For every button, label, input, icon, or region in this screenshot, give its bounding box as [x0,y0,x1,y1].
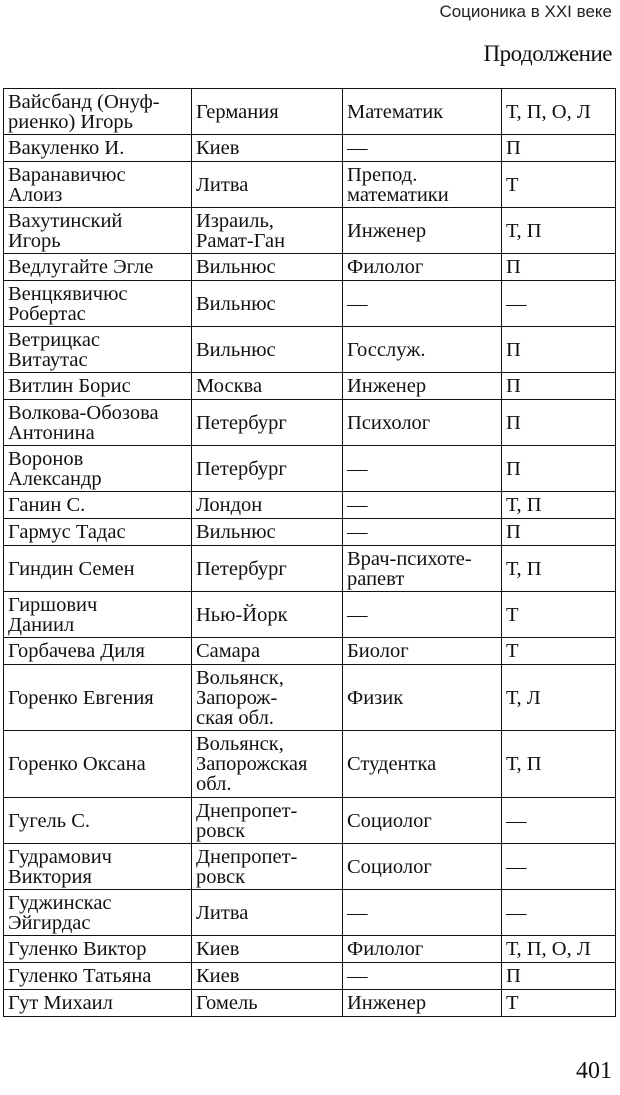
cell-text-line: П [506,965,521,987]
cell-text-line: Венцкявичюс [8,282,128,305]
cell-text-line: Т, П, О, Л [506,100,591,123]
cell-text-line: Физик [347,686,404,709]
cell-type [502,592,616,638]
cell-type [502,135,616,162]
cell-text-line: Алоиз [8,183,63,206]
cell-text-line: Госслуж. [347,338,426,361]
cell-text-line: рапевт [347,567,405,590]
cell-type [502,936,616,963]
cell-text-line: Т, П [506,219,542,242]
cell-location [192,519,343,546]
cell-text-line: — [506,809,527,832]
cell-name [4,373,192,400]
cell-text-line: математики [347,183,449,206]
cell-text-line: Ганин С. [8,494,86,516]
cell-type [502,890,616,936]
cell-text-line: Гуджинскас [8,891,112,914]
cell-text-line: Запорожская [196,753,308,775]
cell-text-line: П [506,411,521,434]
cell-text-line: Математик [347,100,444,123]
cell-profession [343,798,502,844]
cell-text-line: Виктория [8,865,92,888]
cell-text-line: Эйгирдас [8,911,91,934]
cell-text-line: Израиль, [196,209,274,232]
cell-name [4,731,192,798]
cell-profession [343,162,502,208]
cell-location [192,963,343,990]
cell-location [192,327,343,373]
cell-text-line: Литва [196,901,249,924]
cell-name [4,492,192,519]
cell-type [502,798,616,844]
cell-location [192,890,343,936]
cell-text-line: Т, Л [506,686,541,709]
table-row [4,665,616,731]
cell-text-line: Витлин Борис [8,375,131,397]
cell-profession [343,373,502,400]
cell-name [4,890,192,936]
cell-text-line: Врач-психоте- [347,547,472,570]
cell-text-line: Филолог [347,938,424,960]
cell-name [4,963,192,990]
cell-text-line: П [506,521,521,543]
table-row [4,638,616,665]
cell-text-line: ровск [196,865,246,888]
cell-profession [343,990,502,1017]
cell-name [4,665,192,731]
cell-type [502,208,616,254]
cell-text-line: Витаутас [8,348,88,371]
cell-text-line: Препод. [347,163,418,186]
cell-text-line: П [506,338,521,361]
cell-type [502,844,616,890]
cell-text-line: Т, П [506,557,542,580]
cell-text-line: Инженер [347,375,427,397]
cell-location [192,373,343,400]
cell-text-line: Гугель С. [8,809,91,832]
cell-text-line: Инженер [347,992,427,1014]
table-row [4,162,616,208]
table-row [4,519,616,546]
cell-text-line: — [347,457,368,480]
cell-type [502,373,616,400]
cell-profession [343,135,502,162]
cell-type [502,638,616,665]
cell-type [502,400,616,446]
cell-location [192,990,343,1017]
cell-text-line: Филолог [347,256,424,278]
cell-profession [343,446,502,492]
cell-text-line: Гомель [196,992,258,1014]
cell-text-line: П [506,137,521,159]
cell-text-line: Ветрицкас [8,328,101,351]
cell-name [4,990,192,1017]
cell-text-line: Игорь [8,229,61,252]
cell-text-line: Днепропет- [196,799,298,822]
cell-text-line: Горенко Оксана [8,753,146,775]
cell-location [192,281,343,327]
cell-text-line: — [347,292,368,315]
cell-location [192,208,343,254]
cell-profession [343,963,502,990]
cell-text-line: Биолог [347,640,409,662]
cell-text-line: Днепропет- [196,845,298,868]
cell-text-line: Литва [196,173,249,196]
cell-location [192,492,343,519]
cell-profession [343,254,502,281]
cell-text-line: Гуленко Виктор [8,938,147,960]
cell-location [192,936,343,963]
running-header-title: Соционика в XXI веке [439,2,612,21]
cell-name [4,638,192,665]
cell-text-line: Т [506,992,519,1014]
cell-text-line: Т, П [506,494,542,516]
cell-type [502,281,616,327]
cell-location [192,89,343,135]
cell-text-line: Германия [196,100,279,123]
cell-text-line: Гудрамович [8,845,112,868]
cell-text-line: Александр [8,467,102,490]
cell-profession [343,665,502,731]
cell-text-line: — [347,901,368,924]
cell-text-line: Нью-Йорк [196,603,288,626]
cell-profession [343,492,502,519]
cell-location [192,446,343,492]
cell-name [4,936,192,963]
cell-text-line: Т [506,640,519,662]
cell-profession [343,546,502,592]
cell-text-line: Т, П [506,753,542,775]
cell-text-line: Вахутинский [8,209,123,232]
cell-name [4,281,192,327]
cell-text-line: П [506,375,521,397]
cell-text-line: — [347,965,368,987]
table-row [4,936,616,963]
cell-profession [343,327,502,373]
cell-text-line: Гут Михаил [8,992,113,1014]
cell-profession [343,89,502,135]
cell-profession [343,890,502,936]
cell-text-line: Киев [196,965,240,987]
cell-name [4,135,192,162]
cell-profession [343,844,502,890]
table-row [4,400,616,446]
cell-name [4,546,192,592]
cell-location [192,798,343,844]
cell-profession [343,936,502,963]
cell-name [4,446,192,492]
cell-profession [343,281,502,327]
persons-table-body [4,89,616,1017]
table-row [4,844,616,890]
cell-text-line: П [506,256,521,278]
cell-profession [343,208,502,254]
cell-text-line: Вильнюс [196,338,276,361]
continuation-label: Продолжение [483,41,612,66]
cell-text-line: Москва [196,375,263,397]
page-number: 401 [576,1058,612,1084]
cell-text-line: Ведлугайте Эгле [8,256,154,278]
cell-type [502,665,616,731]
table-row [4,135,616,162]
cell-text-line: Горбачева Диля [8,640,145,662]
cell-profession [343,400,502,446]
cell-text-line: Вильнюс [196,292,276,315]
cell-name [4,327,192,373]
cell-text-line: Инженер [347,219,427,242]
table-row [4,254,616,281]
cell-text-line: Гиршович [8,593,98,616]
cell-text-line: Киев [196,938,240,960]
cell-text-line: — [347,494,368,516]
cell-text-line: — [506,901,527,924]
cell-text-line: Антонина [8,421,95,444]
cell-name [4,798,192,844]
cell-location [192,135,343,162]
cell-text-line: Вакуленко И. [8,137,125,159]
table-row [4,890,616,936]
cell-location [192,731,343,798]
cell-text-line: Даниил [8,613,75,636]
cell-text-line: Гиндин Семен [8,557,135,580]
cell-name [4,592,192,638]
cell-text-line: Воронов [8,447,84,470]
cell-text-line: Запорож- [196,686,278,709]
cell-text-line: Петербург [196,557,287,580]
cell-name [4,208,192,254]
cell-type [502,963,616,990]
cell-name [4,844,192,890]
cell-text-line: Социолог [347,855,432,878]
cell-text-line: Рамат-Ган [196,229,286,252]
cell-text-line: Т [506,173,519,196]
cell-text-line: Вольянск, [196,733,284,755]
cell-text-line: Лондон [196,494,263,516]
cell-type [502,254,616,281]
table-row [4,373,616,400]
table-row [4,731,616,798]
table-row [4,963,616,990]
cell-text-line: Горенко Евгения [8,686,154,709]
table-row [4,546,616,592]
cell-type [502,546,616,592]
cell-text-line: П [506,457,521,480]
table-row [4,327,616,373]
table-row [4,89,616,135]
cell-text-line: Гуленко Татьяна [8,965,152,987]
cell-text-line: Вильнюс [196,256,276,278]
cell-name [4,400,192,446]
cell-text-line: Студентка [347,753,437,775]
cell-text-line: — [347,603,368,626]
cell-type [502,492,616,519]
cell-type [502,162,616,208]
cell-name [4,519,192,546]
cell-location [192,592,343,638]
cell-type [502,89,616,135]
persons-table [3,88,616,1017]
table-row [4,592,616,638]
cell-name [4,254,192,281]
cell-location [192,254,343,281]
cell-location [192,665,343,731]
cell-type [502,327,616,373]
cell-text-line: Вольянск, [196,666,284,689]
cell-text-line: Петербург [196,411,287,434]
cell-text-line: Т [506,603,519,626]
cell-text-line: Варанавичюс [8,163,126,186]
cell-location [192,546,343,592]
cell-type [502,990,616,1017]
cell-text-line: Петербург [196,457,287,480]
cell-text-line: обл. [196,773,232,795]
cell-text-line: — [347,137,368,159]
cell-text-line: Т, П, О, Л [506,938,591,960]
cell-text-line: — [506,292,527,315]
cell-location [192,162,343,208]
table-row [4,492,616,519]
cell-text-line: Самара [196,640,261,662]
cell-name [4,162,192,208]
table-row [4,208,616,254]
table-row [4,798,616,844]
cell-text-line: Психолог [347,411,431,434]
table-row [4,281,616,327]
cell-type [502,519,616,546]
cell-name [4,89,192,135]
cell-location [192,844,343,890]
cell-type [502,731,616,798]
cell-text-line: Робертас [8,302,86,325]
cell-text-line: риенко) Игорь [8,110,133,133]
cell-text-line: ровск [196,819,246,842]
cell-text-line: — [506,855,527,878]
cell-text-line: ская обл. [196,706,274,729]
cell-profession [343,592,502,638]
cell-location [192,400,343,446]
table-row [4,990,616,1017]
cell-type [502,446,616,492]
cell-location [192,638,343,665]
cell-profession [343,519,502,546]
cell-text-line: Вайсбанд (Онуф- [8,90,160,113]
cell-text-line: Социолог [347,809,432,832]
table-row [4,446,616,492]
cell-text-line: Гармус Тадас [8,521,126,543]
cell-profession [343,731,502,798]
cell-text-line: Вильнюс [196,521,276,543]
cell-text-line: Волкова-Обозова [8,401,159,424]
cell-text-line: Киев [196,137,240,159]
cell-profession [343,638,502,665]
cell-text-line: — [347,521,368,543]
